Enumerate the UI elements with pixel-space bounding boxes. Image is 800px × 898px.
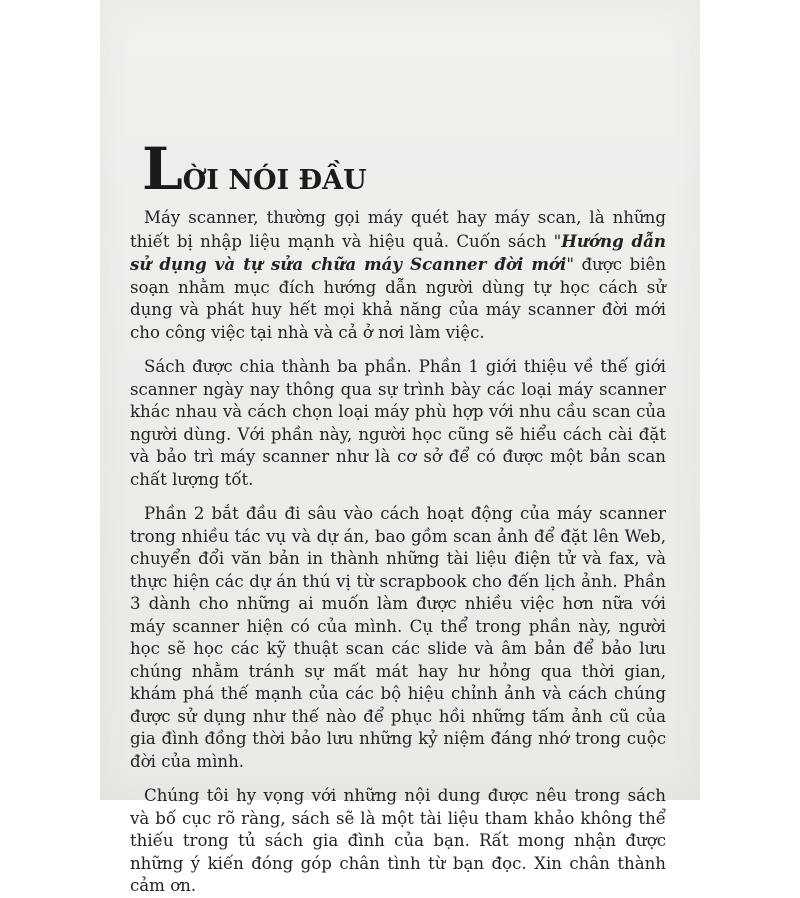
paragraph-part-one: Sách được chia thành ba phần. Phần 1 giới thiệu về thế giới scanner ngày nay thông qua sự trình bày các loại máy scanner khác nhau và cách chọn loại máy phù hợp với nhu cầu scan của người dùng. Với phần này, người học cũng sẽ hiểu cách cài đặt và bảo trì máy scanner như là cơ sở để có được một bản scan chất lượng tốt. xyxy=(130,357,666,489)
book-title-emphasis: Hướng dẫn sử dụng và tự sửa chữa máy Scanner đời mới xyxy=(130,230,666,274)
paragraph-intro-text-end: " được biên soạn nhằm mục đích hướng dẫn người dùng tự học cách sử dụng và phát huy hết mọi khả năng của máy scanner đời mới cho công việc tại nhà và cả ở nơi làm việc. xyxy=(130,255,667,342)
paragraph-intro-text-start: Máy scanner, thường gọi máy quét hay máy scan, là những thiết bị nhập liệu mạnh và hiệu quả. Cuốn sách " xyxy=(130,208,666,251)
page-title xyxy=(142,135,367,212)
title-initial-letter: L xyxy=(142,135,183,203)
preface-body xyxy=(130,207,666,898)
paragraph-intro xyxy=(130,207,666,344)
paragraph-parts-two-three: Phần 2 bắt đầu đi sâu vào cách hoạt động của máy scanner trong nhiều tác vụ và dự án, bao gồm scan ảnh để đặt lên Web, chuyển đổi văn bản in thành những tài liệu điện tử và fax, và thực hiện các dự án thú vị từ scrapbook cho đến lịch ảnh. Phần 3 dành cho những ai muốn làm được nhiều việc hơn nữa với máy scanner hiện có của mình. Cụ thể trong phần này, người học sẽ học các kỹ thuật scan các slide và âm bản để bảo lưu chúng nhằm tránh sự mất mát hay hư hỏng qua thời gian, khám phá thế mạnh của các bộ hiệu chỉnh ảnh và cách chúng được sử dụng như thế nào để phục hồi những tấm ảnh cũ của gia đình đồng thời bảo lưu những kỷ niệm đáng nhớ trong cuộc đời của mình. xyxy=(130,504,666,771)
title-rest: ỜI NÓI ĐẦU xyxy=(182,165,367,196)
paragraph-closing: Chúng tôi hy vọng với những nội dung được nêu trong sách và bố cục rõ ràng, sách sẽ là một tài liệu tham khảo không thể thiếu trong tủ sách gia đình của bạn. Rất mong nhận được những ý kiến đóng góp chân tình từ bạn đọc. Xin chân thành cảm ơn. xyxy=(130,786,666,895)
